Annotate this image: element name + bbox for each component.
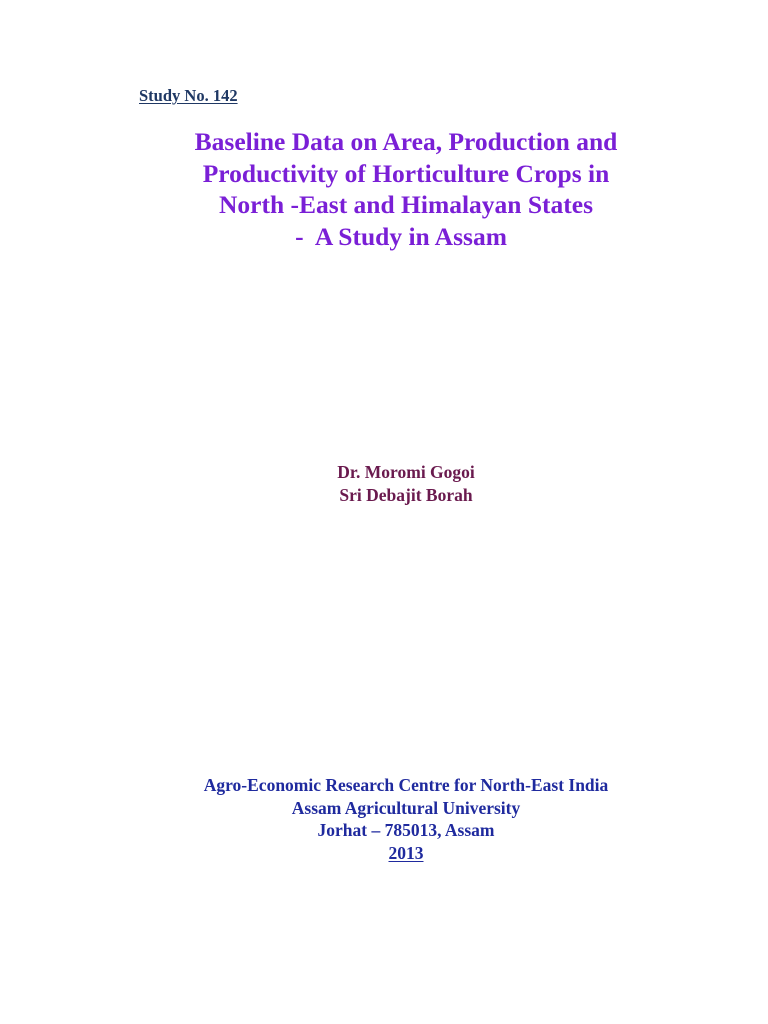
author-name: Dr. Moromi Gogoi: [337, 462, 475, 482]
university-name: Assam Agricultural University: [291, 797, 521, 818]
authors-block: [0, 461, 768, 506]
author-name: Sri Debajit Borah: [339, 484, 473, 505]
title-line: Baseline Data on Area, Production and: [194, 127, 618, 156]
title-line: Productivity of Horticulture Crops in: [202, 158, 610, 188]
institution-name: Agro-Economic Research Centre for North-East India: [203, 775, 609, 795]
title-line: North -East and Himalayan States: [218, 190, 594, 219]
report-title: [0, 126, 768, 252]
title-subtitle-line: - A Study in Assam: [295, 221, 507, 251]
study-number: Study No. 142: [139, 86, 238, 105]
institution-block: [0, 774, 768, 864]
institution-address: Jorhat – 785013, Assam: [317, 820, 495, 840]
publication-year: 2013: [388, 842, 424, 863]
